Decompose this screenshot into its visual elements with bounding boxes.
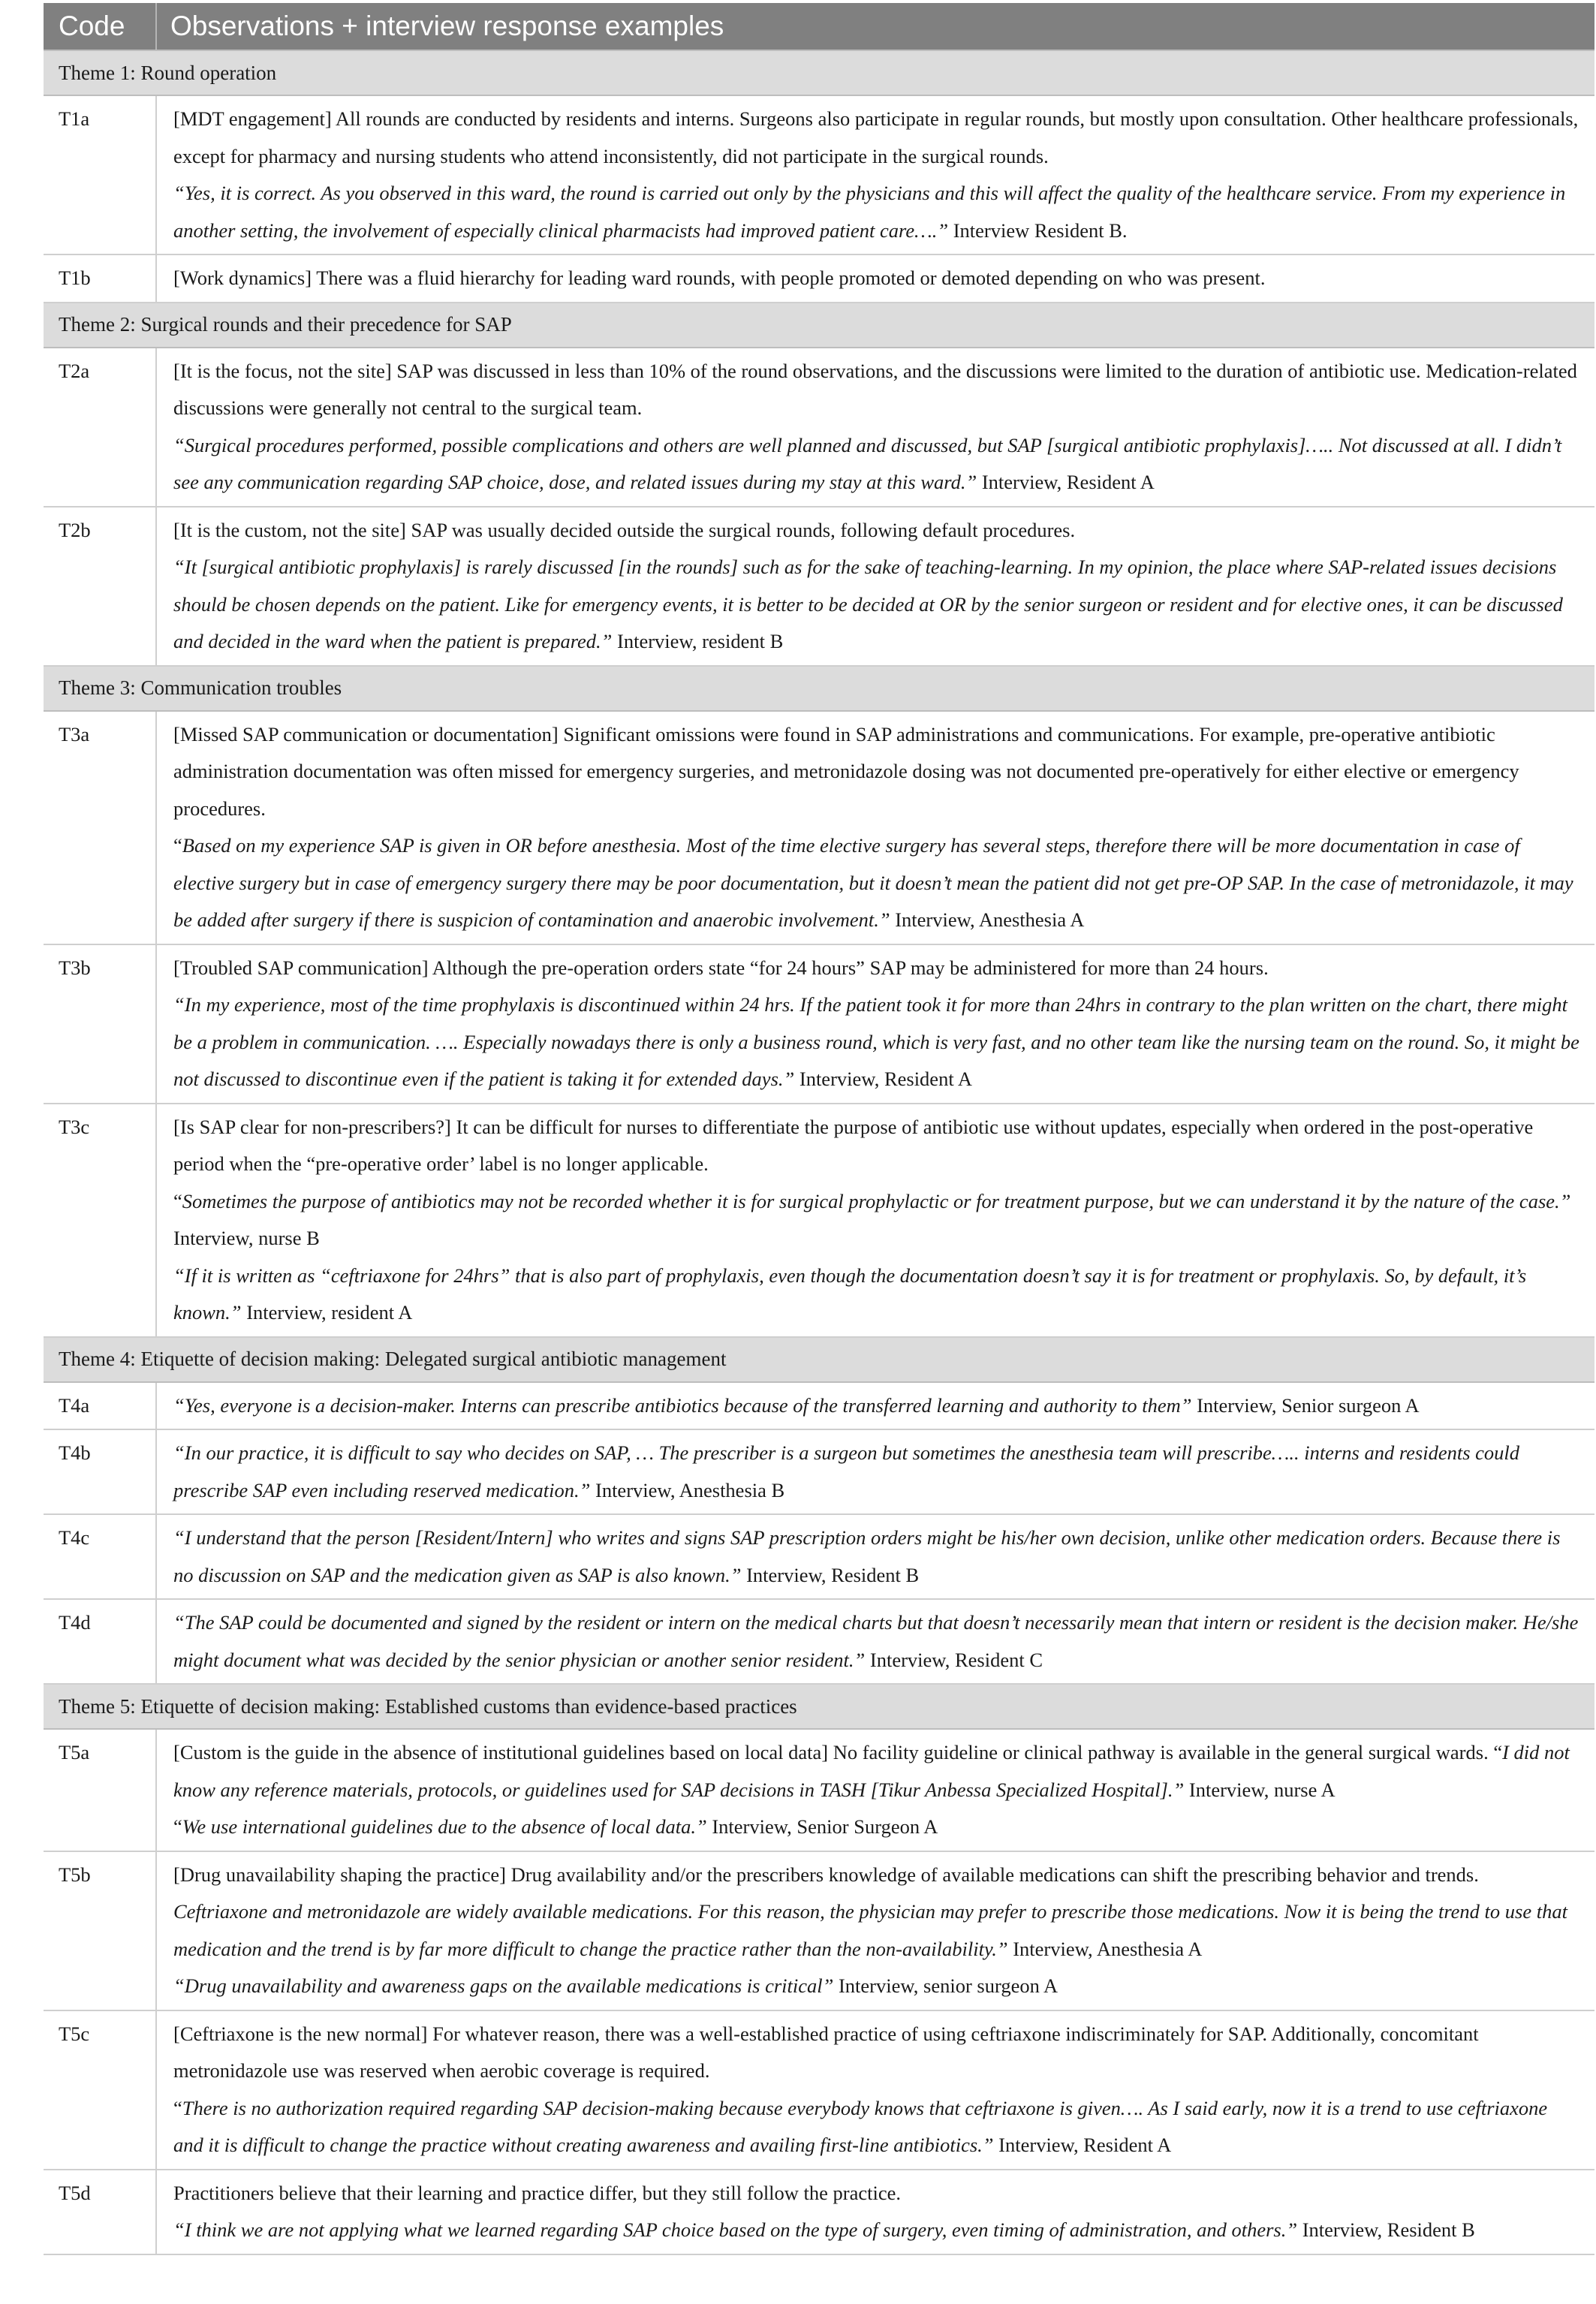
quote-text: There is no authorization required regarding SAP decision-making because everybody knows that ceftriaxone is given…. As I said early, now it is a trend to use ceftriaxone and it is difficult to change the practice without creating awareness and availing first-line antibiotics.” [173, 2096, 1548, 2156]
plain-text: “ [173, 1189, 182, 1212]
table-row [44, 1382, 1594, 1430]
plain-text: Interview, Senior surgeon A [1191, 1393, 1420, 1417]
quote-text: “Surgical procedures performed, possible complications and others are well planned and discussed, but SAP [surgical antibiotic prophylaxis]….. Not discussed at all. I didn’t see any communication regarding SAP choice, dose, and related issues during my stay at this ward.” [173, 433, 1562, 493]
code-cell: T4b [44, 1429, 156, 1514]
theme-title: Theme 1: Round operation [44, 50, 1594, 95]
table-row [44, 1514, 1594, 1599]
plain-text: “ [173, 834, 182, 857]
example-paragraph [173, 1604, 1581, 1679]
plain-text: Interview, Resident A [993, 2134, 1172, 2156]
document-page [44, 3, 1594, 2255]
examples-cell [156, 2170, 1594, 2254]
plain-text: Interview, Resident A [794, 1068, 972, 1090]
code-cell: T3c [44, 1104, 156, 1337]
quote-text: “It [surgical antibiotic prophylaxis] is rarely discussed [in the rounds] such as for the sake of teaching-learning. In my opinion, the place where SAP-related issues decisions should be chosen depends on the patient. Like for emergency events, it is better to be decided at OR by the senior surgeon or resident and for elective ones, it can be discussed and decided in the ward when the patient is prepared.” [173, 556, 1563, 652]
example-paragraph [173, 1387, 1581, 1425]
examples-cell [156, 1514, 1594, 1599]
examples-cell [156, 95, 1594, 254]
quote-text: “I understand that the person [Resident/Intern] who writes and signs SAP prescription orders might be his/her own decision, unlike other medication orders. Because there is no discussion on SAP and the medication given as SAP is also known.” [173, 1526, 1561, 1586]
code-cell: T4c [44, 1514, 156, 1599]
theme-title: Theme 3: Communication troubles [44, 666, 1594, 711]
theme-title: Theme 5: Etiquette of decision making: Established customs than evidence-based practices [44, 1684, 1594, 1729]
plain-text: Interview, Resident C [865, 1648, 1043, 1671]
examples-cell [156, 1729, 1594, 1851]
plain-text: [Missed SAP communication or documentation] Significant omissions were found in SAP administrations and communications. For example, pre-operative antibiotic administration documentation was often missed for emergency surgeries, and metronidazole dosing was not documented pre-operatively for either elective or emergency procedures. [173, 722, 1519, 820]
table-row [44, 507, 1594, 666]
example-paragraph [173, 175, 1581, 249]
examples-cell [156, 254, 1594, 303]
example-paragraph [173, 1109, 1581, 1183]
examples-cell [156, 1851, 1594, 2010]
plain-text: Interview, nurse A [1184, 1778, 1336, 1801]
plain-text: Interview, Resident B [1297, 2218, 1475, 2241]
example-paragraph [173, 716, 1581, 828]
plain-text: [It is the focus, not the site] SAP was discussed in less than 10% of the round observations, and the discussions were limited to the duration of antibiotic use. Medication-related discussions were generally not central to the surgical team. [173, 359, 1577, 419]
code-cell: T5a [44, 1729, 156, 1851]
plain-text: Practitioners believe that their learning and practice differ, but they still follow the practice. [173, 2181, 902, 2204]
themes-table [44, 3, 1594, 2255]
plain-text: [Is SAP clear for non-prescribers?] It can be difficult for nurses to differentiate the purpose of antibiotic use without updates, especially when ordered in the post-operative period when the “pre-operative order’ label is no longer applicable. [173, 1115, 1534, 1175]
plain-text: Interview Resident B. [948, 218, 1128, 242]
code-cell: T5d [44, 2170, 156, 2254]
header-examples: Observations + interview response examples [156, 3, 1594, 50]
quote-text: Ceftriaxone and metronidazole are widely available medications. For this reason, the physician may prefer to prescribe those medications. Now it is being the trend to use that medication and the trend is by far more difficult to change the practice rather than the non-availability.” [173, 1900, 1567, 1960]
examples-cell [156, 1429, 1594, 1514]
code-cell: T3a [44, 711, 156, 944]
plain-text: [Custom is the guide in the absence of institutional guidelines based on local data] No facility guideline or clinical pathway is available in the general surgical wards. “ [173, 1741, 1503, 1763]
quote-text: “Yes, everyone is a decision-maker. Interns can prescribe antibiotics because of the transferred learning and authority to them” [173, 1393, 1192, 1417]
example-paragraph [173, 1257, 1581, 1332]
example-paragraph [173, 260, 1581, 297]
quote-text: “The SAP could be documented and signed by the resident or intern on the medical charts but that doesn’t necessarily mean that intern or resident is the decision maker. He/she might document what was decided by the senior physician or another senior resident.” [173, 1611, 1579, 1671]
plain-text: “ [173, 2096, 182, 2119]
example-paragraph [173, 427, 1581, 501]
plain-text: [It is the custom, not the site] SAP was usually decided outside the surgical rounds, following default procedures. [173, 518, 1076, 541]
example-paragraph [173, 1435, 1581, 1509]
plain-text: [Ceftriaxone is the new normal] For whatever reason, there was a well-established practice of using ceftriaxone indiscriminately for SAP. Additionally, concomitant metronidazole use was reserved when aerobic coverage is required. [173, 2022, 1479, 2082]
table-row [44, 348, 1594, 507]
example-paragraph [173, 2016, 1581, 2090]
example-paragraph [173, 2090, 1581, 2164]
plain-text: Interview, resident B [612, 630, 784, 652]
table-row [44, 1729, 1594, 1851]
header-code: Code [44, 3, 156, 50]
quote-text: Sometimes the purpose of antibiotics may not be recorded whether it is for surgical prophylactic or for treatment purpose, but we can understand it by the nature of the case.” [182, 1189, 1571, 1212]
example-paragraph [173, 1968, 1581, 2005]
quote-text: I did not know any reference materials, protocols, or guidelines used for SAP decisions in TASH [Tikur Anbessa Specialized Hospital].” [173, 1741, 1570, 1801]
example-paragraph [173, 1809, 1581, 1846]
code-cell: T5c [44, 2010, 156, 2170]
theme-title: Theme 2: Surgical rounds and their precedence for SAP [44, 303, 1594, 348]
example-paragraph [173, 986, 1581, 1098]
examples-cell [156, 348, 1594, 507]
plain-text: Interview, Resident B [741, 1563, 920, 1586]
code-cell: T4d [44, 1599, 156, 1684]
example-paragraph [173, 1519, 1581, 1594]
table-row [44, 2010, 1594, 2170]
plain-text: Interview, Senior Surgeon A [706, 1815, 938, 1838]
code-cell: T1a [44, 95, 156, 254]
plain-text: [Troubled SAP communication] Although the pre-operation orders state “for 24 hours” SAP may be administered for more than 24 hours. [173, 956, 1269, 979]
quote-text: “In our practice, it is difficult to say who decides on SAP, … The prescriber is a surgeon but sometimes the anesthesia team will prescribe….. interns and residents could prescribe SAP even including reserved medication.” [173, 1441, 1520, 1501]
examples-cell [156, 1599, 1594, 1684]
plain-text: Interview, nurse B [173, 1227, 320, 1249]
quote-text: “If it is written as “ceftriaxone for 24hrs” that is also part of prophylaxis, even though the documentation doesn’t say it is for treatment or prophylaxis. So, by default, it’s known.” [173, 1263, 1527, 1324]
theme-row [44, 50, 1594, 95]
theme-row [44, 1684, 1594, 1729]
examples-cell [156, 944, 1594, 1104]
table-row [44, 1429, 1594, 1514]
quote-text: Based on my experience SAP is given in OR before anesthesia. Most of the time elective surgery has several steps, therefore there will be more documentation in case of elective surgery but in case of emergency surgery there may be poor documentation, but it doesn’t mean the patient did not get pre-OP SAP. In the case of metronidazole, it may be added after surgery if there is suspicion of contamination and anaerobic involvement.” [173, 834, 1573, 931]
quote-text: “I think we are not applying what we learned regarding SAP choice based on the type of surgery, even timing of administration, and others.” [173, 2218, 1298, 2241]
quote-text: “In my experience, most of the time prophylaxis is discontinued within 24 hrs. If the patient took it for more than 24hrs in contrary to the plan written on the chart, there might be a problem in communication. …. Especially nowadays there is only a business round, which is very fast, and no other team like the nursing team on the round. So, it might be not discussed to discontinue even if the patient is taking it for extended days.” [173, 993, 1579, 1090]
example-paragraph [173, 1183, 1581, 1257]
table-row [44, 944, 1594, 1104]
plain-text: Interview, resident A [241, 1301, 413, 1324]
code-cell: T4a [44, 1382, 156, 1430]
example-paragraph [173, 2212, 1581, 2249]
example-paragraph [173, 512, 1581, 550]
table-body [44, 50, 1594, 2254]
quote-text: “Yes, it is correct. As you observed in this ward, the round is carried out only by the physicians and this will affect the quality of the healthcare service. From my experience in another setting, the involvement of especially clinical pharmacists had improved patient care….” [173, 182, 1566, 242]
examples-cell [156, 1382, 1594, 1430]
plain-text: Interview, Anesthesia B [590, 1478, 785, 1501]
plain-text: [Drug unavailability shaping the practice] Drug availability and/or the prescribers knowledge of available medications can shift the prescribing behavior and trends. [173, 1863, 1479, 1886]
example-paragraph [173, 1857, 1581, 1894]
examples-cell [156, 507, 1594, 666]
code-cell: T2b [44, 507, 156, 666]
theme-title: Theme 4: Etiquette of decision making: Delegated surgical antibiotic management [44, 1337, 1594, 1382]
examples-cell [156, 711, 1594, 944]
code-cell: T5b [44, 1851, 156, 2010]
code-cell: T1b [44, 254, 156, 303]
theme-row [44, 1337, 1594, 1382]
example-paragraph [173, 101, 1581, 175]
table-row [44, 95, 1594, 254]
code-cell: T3b [44, 944, 156, 1104]
quote-text: We use international guidelines due to the absence of local data.” [182, 1815, 707, 1838]
examples-cell [156, 2010, 1594, 2170]
example-paragraph [173, 827, 1581, 939]
plain-text: [Work dynamics] There was a fluid hierarchy for leading ward rounds, with people promoted or demoted depending on who was present. [173, 267, 1266, 289]
table-row [44, 1104, 1594, 1337]
theme-row [44, 303, 1594, 348]
plain-text: “ [173, 1815, 182, 1838]
plain-text: Interview, Anesthesia A [890, 908, 1085, 931]
plain-text: Interview, Anesthesia A [1007, 1937, 1203, 1960]
examples-cell [156, 1104, 1594, 1337]
table-row [44, 1599, 1594, 1684]
example-paragraph [173, 1734, 1581, 1809]
plain-text: [MDT engagement] All rounds are conducted by residents and interns. Surgeons also participate in regular rounds, but mostly upon consultation. Other healthcare professionals, except for pharmacy and nursing students who attend inconsistently, did not participate in the surgical rounds. [173, 107, 1579, 167]
example-paragraph [173, 1893, 1581, 1968]
table-row [44, 2170, 1594, 2254]
table-row [44, 711, 1594, 944]
example-paragraph [173, 2175, 1581, 2212]
plain-text: Interview, Resident A [977, 471, 1155, 493]
example-paragraph [173, 549, 1581, 661]
table-row [44, 1851, 1594, 2010]
example-paragraph [173, 353, 1581, 427]
example-paragraph [173, 950, 1581, 987]
quote-text: “Drug unavailability and awareness gaps on the available medications is critical” [173, 1974, 834, 1997]
code-cell: T2a [44, 348, 156, 507]
plain-text: Interview, senior surgeon A [833, 1974, 1058, 1997]
table-header-row [44, 3, 1594, 50]
theme-row [44, 666, 1594, 711]
table-row [44, 254, 1594, 303]
